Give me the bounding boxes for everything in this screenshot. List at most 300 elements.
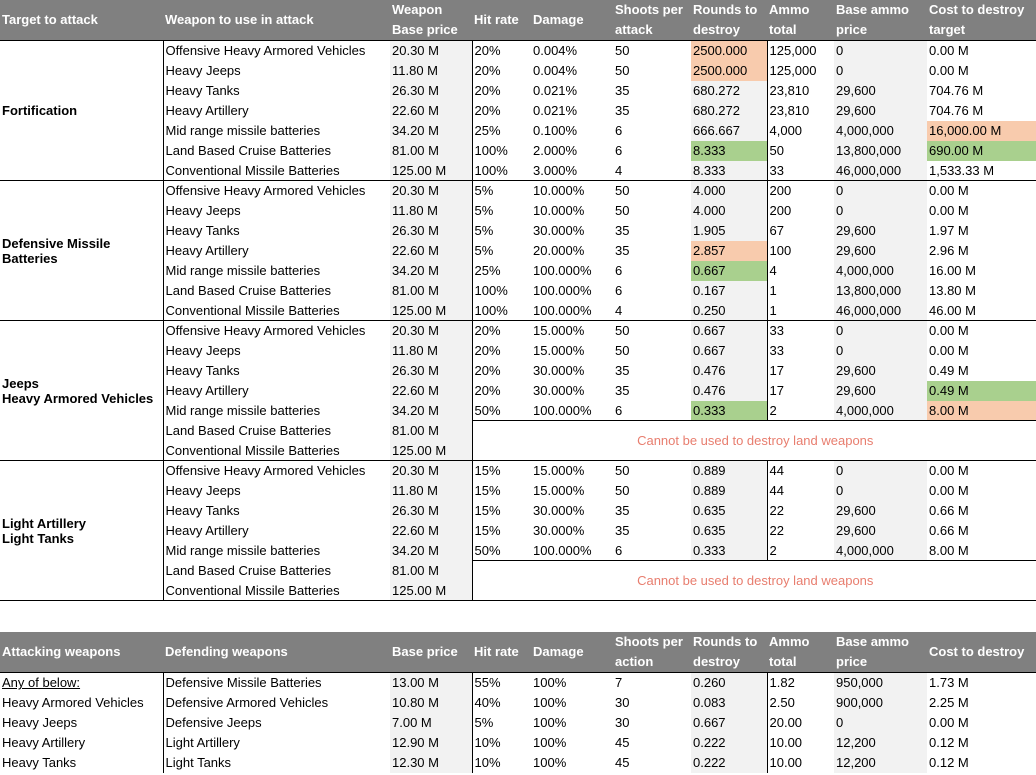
hit-rate-cell: 5% xyxy=(472,713,531,733)
shoots-cell: 6 xyxy=(615,542,623,558)
ammo-cell: 33 xyxy=(767,321,834,341)
price-cell: 20.30 M xyxy=(390,461,472,481)
weapon-cell: Land Based Cruise Batteries xyxy=(163,421,390,441)
ammo-cell: 67 xyxy=(767,221,834,241)
hit-rate-cell: 50% xyxy=(472,541,531,561)
header2-base-ammo: Base ammo price xyxy=(834,632,927,673)
shoots-cell: 30 xyxy=(615,715,630,730)
hit-rate-cell: 5% xyxy=(472,241,531,261)
ammo-cell: 4,000 xyxy=(767,121,834,141)
rounds-cell: 666.667 xyxy=(691,121,767,141)
damage-cell: 3.000% xyxy=(531,161,613,181)
shoots-cell: 6 xyxy=(615,402,623,418)
cost-cell: 0.00 M xyxy=(929,343,969,358)
target-label-line: Batteries xyxy=(2,250,58,266)
ammo-cell: 200 xyxy=(767,201,834,221)
cost-cell: 0.00 M xyxy=(929,715,969,730)
cost-cell: 2.25 M xyxy=(929,695,969,710)
price-cell: 13.00 M xyxy=(390,673,472,693)
ammo-cell: 22 xyxy=(767,521,834,541)
ammo-cell: 1 xyxy=(767,301,834,321)
ammo-cell: 2.50 xyxy=(767,693,834,713)
rounds-cell: 0.476 xyxy=(691,361,767,381)
weapon-cell: Heavy Tanks xyxy=(163,361,390,381)
cost-cell: 0.00 M xyxy=(929,483,969,498)
ammo-price-cell: 29,600 xyxy=(834,361,927,381)
ammo-price-cell: 13,800,000 xyxy=(834,281,927,301)
header2-hit-rate: Hit rate xyxy=(472,632,531,673)
damage-cell: 100% xyxy=(533,735,567,750)
target-cell xyxy=(0,41,163,181)
table-row xyxy=(0,321,1036,341)
price-cell: 26.30 M xyxy=(390,361,472,381)
ammo-price-cell: 0 xyxy=(834,61,927,81)
price-cell: 125.00 M xyxy=(390,581,472,601)
hit-rate-cell: 20% xyxy=(472,61,531,81)
hit-rate-cell: 20% xyxy=(472,101,531,121)
shoots-cell: 45 xyxy=(615,735,630,750)
price-cell: 125.00 M xyxy=(390,441,472,461)
ammo-price-cell: 4,000,000 xyxy=(834,541,927,561)
ammo-cell: 33 xyxy=(767,161,834,181)
damage-cell: 30.000% xyxy=(533,223,585,238)
ammo-cell: 1.82 xyxy=(767,673,834,693)
ammo-price-cell: 0 xyxy=(834,201,927,221)
cost-cell: 0.49 M xyxy=(929,363,969,378)
ammo-cell: 1 xyxy=(767,281,834,301)
ammo-price-cell: 0 xyxy=(834,481,927,501)
defending-weapon-cell: Light Tanks xyxy=(163,753,390,773)
price-cell: 20.30 M xyxy=(390,181,472,201)
ammo-cell: 10.00 xyxy=(767,753,834,773)
shoots-cell: 50 xyxy=(613,461,691,481)
hit-rate-cell: 20% xyxy=(472,381,531,401)
target-label-line: Heavy Armored Vehicles xyxy=(2,390,154,406)
header2-attacking: Attacking weapons xyxy=(0,632,163,673)
cost-cell: 690.00 M xyxy=(927,141,1036,161)
damage-cell: 30.000% xyxy=(533,363,585,378)
ammo-cell: 2 xyxy=(767,401,834,421)
attacking-weapon-cell: Heavy Armored Vehicles xyxy=(2,695,144,710)
shoots-cell: 30 xyxy=(615,695,630,710)
hit-rate-cell: 15% xyxy=(472,501,531,521)
ammo-price-cell: 0 xyxy=(834,41,927,61)
price-cell: 12.30 M xyxy=(390,753,472,773)
hit-rate-cell: 10% xyxy=(472,753,531,773)
damage-cell: 100.000% xyxy=(533,263,592,278)
weapon-cell: Land Based Cruise Batteries xyxy=(163,141,390,161)
damage-cell: 100.000% xyxy=(531,301,613,321)
header-shoots: Shoots per attack xyxy=(613,0,691,41)
attacking-weapon-cell: Any of below: xyxy=(0,673,163,693)
damage-cell: 30.000% xyxy=(533,523,585,538)
rounds-cell: 0.667 xyxy=(691,341,767,361)
defense-body xyxy=(0,673,1036,773)
cost-cell: 1.73 M xyxy=(927,673,1036,693)
shoots-cell: 6 xyxy=(615,143,623,158)
price-cell: 34.20 M xyxy=(390,401,472,421)
weapon-cell: Offensive Heavy Armored Vehicles xyxy=(163,321,390,341)
price-cell: 26.30 M xyxy=(390,221,472,241)
rounds-cell: 4.000 xyxy=(691,201,767,221)
rounds-cell: 0.222 xyxy=(691,753,767,773)
damage-cell: 30.000% xyxy=(533,383,585,398)
defending-weapon-cell: Defensive Jeeps xyxy=(163,713,390,733)
ammo-cell: 50 xyxy=(767,141,834,161)
cost-cell: 0.00 M xyxy=(927,461,1036,481)
hit-rate-cell: 10% xyxy=(472,733,531,753)
shoots-cell: 50 xyxy=(615,203,630,218)
table-row xyxy=(0,461,1036,481)
damage-cell: 100.000% xyxy=(533,402,592,418)
hit-rate-cell: 20% xyxy=(472,361,531,381)
weapon-cell: Conventional Missile Batteries xyxy=(163,301,390,321)
damage-cell: 10.000% xyxy=(533,203,585,218)
cost-cell: 8.00 M xyxy=(929,542,969,558)
hit-rate-cell: 20% xyxy=(472,341,531,361)
rounds-cell: 2.857 xyxy=(691,241,767,261)
price-cell: 22.60 M xyxy=(390,101,472,121)
shoots-cell: 35 xyxy=(615,523,630,538)
ammo-price-cell: 29,600 xyxy=(834,501,927,521)
price-cell: 81.00 M xyxy=(390,141,472,161)
ammo-cell: 17 xyxy=(767,381,834,401)
ammo-price-cell: 29,600 xyxy=(834,81,927,101)
hit-rate-cell: 50% xyxy=(472,401,531,421)
shoots-cell: 35 xyxy=(615,103,630,118)
rounds-cell: 0.260 xyxy=(691,673,767,693)
weapon-cell: Heavy Jeeps xyxy=(163,341,390,361)
price-cell: 7.00 M xyxy=(390,713,472,733)
weapon-cell: Conventional Missile Batteries xyxy=(163,161,390,181)
header-rounds: Rounds to destroy xyxy=(691,0,767,41)
price-cell: 11.80 M xyxy=(390,341,472,361)
weapon-cell: Mid range missile batteries xyxy=(163,261,390,281)
ammo-cell: 200 xyxy=(767,181,834,201)
shoots-cell: 35 xyxy=(615,83,630,98)
attacking-weapon-cell: Heavy Tanks xyxy=(2,755,77,770)
hit-rate-cell: 15% xyxy=(472,521,531,541)
ammo-price-cell: 29,600 xyxy=(834,101,927,121)
price-cell: 26.30 M xyxy=(390,501,472,521)
shoots-cell: 35 xyxy=(615,503,630,518)
price-cell: 26.30 M xyxy=(390,81,472,101)
hit-rate-cell: 20% xyxy=(472,81,531,101)
weapon-cell: Heavy Artillery xyxy=(163,241,390,261)
ammo-cell: 17 xyxy=(767,361,834,381)
target-label-line: Jeeps xyxy=(2,375,39,391)
attacking-weapon-cell: Heavy Jeeps xyxy=(2,715,78,730)
price-cell: 11.80 M xyxy=(390,61,472,81)
weapon-cell: Heavy Jeeps xyxy=(163,61,390,81)
cost-cell: 8.00 M xyxy=(927,401,1036,421)
rounds-cell: 0.667 xyxy=(691,321,767,341)
ammo-price-cell: 0 xyxy=(834,181,927,201)
shoots-cell: 50 xyxy=(615,343,630,358)
hit-rate-cell: 100% xyxy=(472,161,531,181)
table-row xyxy=(0,181,1036,201)
rounds-cell: 2500.000 xyxy=(691,61,767,81)
cost-cell: 16,000.00 M xyxy=(927,121,1036,141)
price-cell: 81.00 M xyxy=(390,561,472,581)
price-cell: 34.20 M xyxy=(390,261,472,281)
weapon-cell: Mid range missile batteries xyxy=(163,401,390,421)
price-cell: 22.60 M xyxy=(390,241,472,261)
not-applicable-note: Cannot be used to destroy land weapons xyxy=(472,561,1036,601)
header2-damage: Damage xyxy=(531,632,613,673)
shoots-cell: 50 xyxy=(615,63,630,78)
shoots-cell: 50 xyxy=(615,483,630,498)
price-cell: 125.00 M xyxy=(390,301,472,321)
price-cell: 12.90 M xyxy=(390,733,472,753)
damage-cell: 100% xyxy=(531,673,613,693)
ammo-price-cell: 29,600 xyxy=(834,381,927,401)
damage-cell: 0.100% xyxy=(533,123,578,138)
damage-cell: 100.000% xyxy=(533,283,592,298)
rounds-cell: 2500.000 xyxy=(691,41,767,61)
defending-weapon-cell: Defensive Missile Batteries xyxy=(163,673,390,693)
header2-base-price: Base price xyxy=(390,632,472,673)
attacking-weapon-cell: Heavy Artillery xyxy=(2,735,86,750)
damage-cell: 15.000% xyxy=(533,483,585,498)
ammo-cell: 4 xyxy=(767,261,834,281)
rounds-cell: 0.333 xyxy=(691,401,767,421)
ammo-price-cell: 0 xyxy=(834,461,927,481)
defense-row xyxy=(0,753,1036,773)
rounds-cell: 0.083 xyxy=(691,693,767,713)
ammo-price-cell: 4,000,000 xyxy=(834,121,927,141)
header-target: Target to attack xyxy=(0,0,163,41)
price-cell: 34.20 M xyxy=(390,121,472,141)
shoots-cell: 4 xyxy=(613,301,691,321)
weapon-cell: Heavy Jeeps xyxy=(163,201,390,221)
rounds-cell: 1.905 xyxy=(691,221,767,241)
target-label-line: Defensive Missile xyxy=(2,235,111,251)
cost-cell: 704.76 M xyxy=(929,103,984,118)
price-cell: 11.80 M xyxy=(390,481,472,501)
defending-weapon-cell: Defensive Armored Vehicles xyxy=(163,693,390,713)
damage-cell: 15.000% xyxy=(531,461,613,481)
ammo-price-cell: 12,200 xyxy=(834,753,927,773)
price-cell: 20.30 M xyxy=(390,321,472,341)
hit-rate-cell: 25% xyxy=(472,121,531,141)
defending-weapon-cell: Light Artillery xyxy=(163,733,390,753)
price-cell: 11.80 M xyxy=(390,201,472,221)
cost-cell: 0.00 M xyxy=(927,41,1036,61)
rounds-cell: 0.333 xyxy=(691,541,767,561)
shoots-cell: 6 xyxy=(615,263,623,278)
header-cost: Cost to destroy target xyxy=(927,0,1036,41)
damage-cell: 30.000% xyxy=(533,503,585,518)
header2-cost: Cost to destroy xyxy=(927,632,1036,673)
damage-cell: 0.021% xyxy=(533,103,578,118)
shoots-cell: 35 xyxy=(615,223,630,238)
cost-cell: 0.12 M xyxy=(929,755,969,770)
target-label-line: Light Artillery xyxy=(2,515,87,531)
ammo-cell: 2 xyxy=(767,541,834,561)
ammo-price-cell: 29,600 xyxy=(834,221,927,241)
ammo-price-cell: 950,000 xyxy=(834,673,927,693)
rounds-cell: 8.333 xyxy=(691,141,767,161)
cost-cell: 0.66 M xyxy=(929,503,969,518)
price-cell: 10.80 M xyxy=(390,693,472,713)
target-cell xyxy=(0,181,163,321)
ammo-cell: 125,000 xyxy=(767,41,834,61)
cost-cell: 0.49 M xyxy=(927,381,1036,401)
cost-cell: 46.00 M xyxy=(927,301,1036,321)
target-cell xyxy=(0,461,163,601)
ammo-price-cell: 13,800,000 xyxy=(834,141,927,161)
ammo-price-cell: 900,000 xyxy=(834,693,927,713)
shoots-cell: 6 xyxy=(615,283,623,298)
price-cell: 20.30 M xyxy=(390,41,472,61)
header2-rounds: Rounds to destroy xyxy=(691,632,767,673)
damage-cell: 0.021% xyxy=(533,83,578,98)
hit-rate-cell: 5% xyxy=(472,201,531,221)
hit-rate-cell: 15% xyxy=(472,461,531,481)
table-row xyxy=(0,41,1036,61)
shoots-cell: 35 xyxy=(615,383,630,398)
damage-cell: 10.000% xyxy=(531,181,613,201)
ammo-price-cell: 0 xyxy=(834,713,927,733)
price-cell: 22.60 M xyxy=(390,521,472,541)
cost-cell: 0.66 M xyxy=(929,523,969,538)
cost-cell: 0.00 M xyxy=(927,321,1036,341)
weapon-cell: Mid range missile batteries xyxy=(163,121,390,141)
weapon-cell: Heavy Artillery xyxy=(163,381,390,401)
defense-row xyxy=(0,733,1036,753)
damage-cell: 15.000% xyxy=(531,321,613,341)
price-cell: 81.00 M xyxy=(390,281,472,301)
hit-rate-cell: 5% xyxy=(472,181,531,201)
attack-body xyxy=(0,41,1036,601)
ammo-price-cell: 0 xyxy=(834,341,927,361)
shoots-cell: 4 xyxy=(613,161,691,181)
rounds-cell: 0.635 xyxy=(691,521,767,541)
ammo-price-cell: 29,600 xyxy=(834,521,927,541)
hit-rate-cell: 55% xyxy=(472,673,531,693)
ammo-cell: 125,000 xyxy=(767,61,834,81)
header-base-ammo: Base ammo price xyxy=(834,0,927,41)
defense-header-row xyxy=(0,632,1036,673)
rounds-cell: 0.250 xyxy=(691,301,767,321)
weapon-cell: Heavy Artillery xyxy=(163,521,390,541)
rounds-cell: 0.476 xyxy=(691,381,767,401)
weapon-cell: Offensive Heavy Armored Vehicles xyxy=(163,461,390,481)
target-cell xyxy=(0,321,163,461)
hit-rate-cell: 5% xyxy=(472,221,531,241)
damage-cell: 20.000% xyxy=(533,243,585,258)
not-applicable-note: Cannot be used to destroy land weapons xyxy=(472,421,1036,461)
shoots-cell: 50 xyxy=(613,41,691,61)
ammo-cell: 100 xyxy=(767,241,834,261)
hit-rate-cell: 15% xyxy=(472,481,531,501)
cost-cell: 0.00 M xyxy=(929,203,969,218)
ammo-price-cell: 4,000,000 xyxy=(834,261,927,281)
damage-cell: 100.000% xyxy=(533,542,592,558)
defense-row xyxy=(0,693,1036,713)
rounds-cell: 0.667 xyxy=(691,713,767,733)
rounds-cell: 4.000 xyxy=(691,181,767,201)
ammo-cell: 10.00 xyxy=(767,733,834,753)
cost-cell: 1.97 M xyxy=(929,223,969,238)
cost-cell: 2.96 M xyxy=(929,243,969,258)
cost-cell: 704.76 M xyxy=(929,83,984,98)
hit-rate-cell: 40% xyxy=(472,693,531,713)
header2-shoots: Shoots per action xyxy=(613,632,691,673)
weapon-cell: Heavy Tanks xyxy=(163,221,390,241)
rounds-cell: 680.272 xyxy=(691,101,767,121)
header-ammo: Ammo total xyxy=(767,0,834,41)
price-cell: 22.60 M xyxy=(390,381,472,401)
shoots-cell: 7 xyxy=(613,673,691,693)
ammo-cell: 20.00 xyxy=(767,713,834,733)
damage-cell: 0.004% xyxy=(533,63,578,78)
ammo-price-cell: 0 xyxy=(834,321,927,341)
cost-cell: 0.00 M xyxy=(929,63,969,78)
ammo-price-cell: 46,000,000 xyxy=(834,161,927,181)
rounds-cell: 680.272 xyxy=(691,81,767,101)
hit-rate-cell: 100% xyxy=(472,301,531,321)
cost-cell: 1,533.33 M xyxy=(927,161,1036,181)
weapon-cell: Heavy Tanks xyxy=(163,501,390,521)
target-label: Fortification xyxy=(2,103,78,118)
cost-cell: 16.00 M xyxy=(929,263,976,278)
rounds-cell: 0.167 xyxy=(691,281,767,301)
shoots-cell: 35 xyxy=(615,363,630,378)
ammo-cell: 44 xyxy=(767,461,834,481)
hit-rate-cell: 25% xyxy=(472,261,531,281)
defense-row xyxy=(0,713,1036,733)
attack-header-row xyxy=(0,0,1036,41)
header2-defending: Defending weapons xyxy=(163,632,390,673)
shoots-cell: 50 xyxy=(613,321,691,341)
weapon-cell: Heavy Jeeps xyxy=(163,481,390,501)
weapon-cell: Heavy Artillery xyxy=(163,101,390,121)
damage-cell: 2.000% xyxy=(533,143,578,158)
header2-ammo: Ammo total xyxy=(767,632,834,673)
cost-cell: 0.00 M xyxy=(927,181,1036,201)
defense-table xyxy=(0,632,1036,773)
ammo-price-cell: 4,000,000 xyxy=(834,401,927,421)
rounds-cell: 0.222 xyxy=(691,733,767,753)
rounds-cell: 0.635 xyxy=(691,501,767,521)
weapon-cell: Conventional Missile Batteries xyxy=(163,441,390,461)
ammo-price-cell: 46,000,000 xyxy=(834,301,927,321)
ammo-price-cell: 29,600 xyxy=(834,241,927,261)
weapon-cell: Conventional Missile Batteries xyxy=(163,581,390,601)
shoots-cell: 35 xyxy=(615,243,630,258)
price-cell: 34.20 M xyxy=(390,541,472,561)
rounds-cell: 0.889 xyxy=(691,461,767,481)
weapon-cell: Land Based Cruise Batteries xyxy=(163,561,390,581)
ammo-cell: 44 xyxy=(767,481,834,501)
weapon-cell: Land Based Cruise Batteries xyxy=(163,281,390,301)
price-cell: 125.00 M xyxy=(390,161,472,181)
shoots-cell: 50 xyxy=(613,181,691,201)
hit-rate-cell: 20% xyxy=(472,321,531,341)
hit-rate-cell: 20% xyxy=(472,41,531,61)
target-label-line: Light Tanks xyxy=(2,530,74,546)
hit-rate-cell: 100% xyxy=(472,141,531,161)
cost-cell: 13.80 M xyxy=(929,283,976,298)
header-base-price: Weapon Base price xyxy=(390,0,472,41)
ammo-cell: 22 xyxy=(767,501,834,521)
header-damage: Damage xyxy=(531,0,613,41)
weapon-cell: Mid range missile batteries xyxy=(163,541,390,561)
weapon-cell: Heavy Tanks xyxy=(163,81,390,101)
rounds-cell: 0.667 xyxy=(691,261,767,281)
